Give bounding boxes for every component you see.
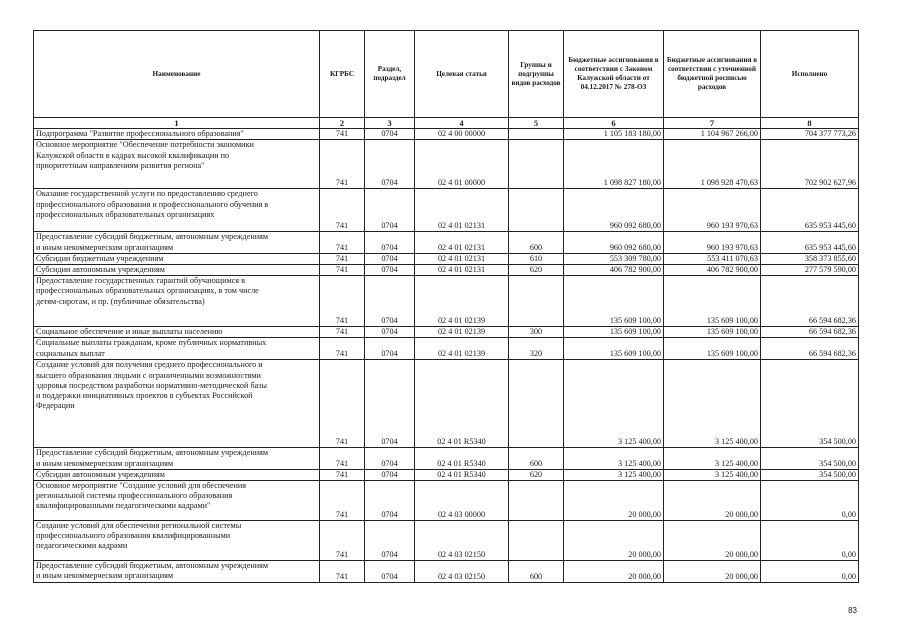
cell-section: 0704 bbox=[365, 232, 415, 253]
cell-kgrbs: 741 bbox=[320, 561, 365, 583]
column-number: 1 bbox=[34, 118, 320, 129]
cell-target: 02 4 01 02139 bbox=[415, 276, 509, 327]
cell-kgrbs: 741 bbox=[320, 140, 365, 189]
cell-executed-amount: 702 902 627,96 bbox=[761, 140, 859, 189]
cell-section: 0704 bbox=[365, 448, 415, 469]
cell-executed-amount: 354 500,00 bbox=[761, 469, 859, 480]
cell-law-amount: 135 609 100,00 bbox=[564, 327, 664, 338]
budget-table bbox=[33, 30, 859, 583]
cell-section: 0704 bbox=[365, 469, 415, 480]
table-row bbox=[34, 360, 859, 448]
column-number: 5 bbox=[509, 118, 564, 129]
cell-kgrbs: 741 bbox=[320, 265, 365, 276]
column-number: 4 bbox=[415, 118, 509, 129]
header-groups: Группы и подгруппы видов расходов bbox=[509, 31, 564, 118]
cell-name: Создание условий для получения среднего профессионального и высшего образования людьми с ограниченными возможностями здоровья посредством разработки нормативно-методической базы и поддержки инициативных проектов в субъектах Российской Федерации bbox=[34, 360, 320, 448]
header-row bbox=[34, 31, 859, 118]
cell-name: Субсидии автономным учреждениям bbox=[34, 469, 320, 480]
column-number: 6 bbox=[564, 118, 664, 129]
cell-law-amount: 3 125 400,00 bbox=[564, 469, 664, 480]
header-target: Целевая статья bbox=[415, 31, 509, 118]
cell-target: 02 4 01 02131 bbox=[415, 232, 509, 253]
cell-law-amount: 1 105 183 180,00 bbox=[564, 129, 664, 140]
table-row bbox=[34, 448, 859, 469]
cell-updated-amount: 553 411 070,63 bbox=[664, 253, 761, 264]
cell-updated-amount: 960 193 970,63 bbox=[664, 232, 761, 253]
cell-executed-amount: 354 500,00 bbox=[761, 360, 859, 448]
table-row bbox=[34, 189, 859, 232]
cell-section: 0704 bbox=[365, 360, 415, 448]
cell-kgrbs: 741 bbox=[320, 189, 365, 232]
header-section: Раздел, подраздел bbox=[365, 31, 415, 118]
cell-target: 02 4 00 00000 bbox=[415, 129, 509, 140]
cell-updated-amount: 3 125 400,00 bbox=[664, 469, 761, 480]
table-row bbox=[34, 338, 859, 360]
cell-law-amount: 20 000,00 bbox=[564, 561, 664, 583]
cell-updated-amount: 1 098 928 470,63 bbox=[664, 140, 761, 189]
cell-name: Подпрограмма "Развитие профессионального образования" bbox=[34, 129, 320, 140]
cell-executed-amount: 358 373 855,60 bbox=[761, 253, 859, 264]
cell-kgrbs: 741 bbox=[320, 129, 365, 140]
cell-updated-amount: 20 000,00 bbox=[664, 561, 761, 583]
cell-target: 02 4 03 02150 bbox=[415, 561, 509, 583]
column-number: 3 bbox=[365, 118, 415, 129]
page-number: 83 bbox=[848, 606, 857, 615]
cell-section: 0704 bbox=[365, 338, 415, 360]
cell-name: Предоставление субсидий бюджетным, автономным учреждениям и иным некоммерческим организациям bbox=[34, 232, 320, 253]
cell-group: 600 bbox=[509, 232, 564, 253]
cell-group: 620 bbox=[509, 469, 564, 480]
cell-kgrbs: 741 bbox=[320, 481, 365, 521]
cell-updated-amount: 20 000,00 bbox=[664, 521, 761, 561]
budget-table-container bbox=[33, 30, 859, 583]
column-number: 2 bbox=[320, 118, 365, 129]
cell-name: Основное мероприятие "Создание условий для обеспечения региональной системы профессионального образования квалифицированными педагогическими кадрами" bbox=[34, 481, 320, 521]
cell-kgrbs: 741 bbox=[320, 232, 365, 253]
table-row bbox=[34, 140, 859, 189]
cell-name: Предоставление государственных гарантий обучающимся в профессиональных образовательных организациях, в том числе детям-сиротам, и пр. (публичные обязательства) bbox=[34, 276, 320, 327]
column-number: 8 bbox=[761, 118, 859, 129]
table-row bbox=[34, 469, 859, 480]
cell-group: 600 bbox=[509, 561, 564, 583]
header-kgrbs: КГРБС bbox=[320, 31, 365, 118]
column-number-row bbox=[34, 118, 859, 129]
cell-group bbox=[509, 140, 564, 189]
cell-executed-amount: 66 594 682,36 bbox=[761, 338, 859, 360]
cell-section: 0704 bbox=[365, 276, 415, 327]
table-row bbox=[34, 276, 859, 327]
cell-group bbox=[509, 276, 564, 327]
cell-group bbox=[509, 481, 564, 521]
cell-updated-amount: 960 193 970,63 bbox=[664, 189, 761, 232]
cell-executed-amount: 635 953 445,60 bbox=[761, 232, 859, 253]
cell-law-amount: 406 782 900,00 bbox=[564, 265, 664, 276]
cell-group: 300 bbox=[509, 327, 564, 338]
cell-target: 02 4 01 02131 bbox=[415, 265, 509, 276]
cell-name: Предоставление субсидий бюджетным, автономным учреждениям и иным некоммерческим организациям bbox=[34, 561, 320, 583]
table-row bbox=[34, 521, 859, 561]
cell-name: Предоставление субсидий бюджетным, автономным учреждениям и иным некоммерческим организациям bbox=[34, 448, 320, 469]
table-body bbox=[34, 129, 859, 583]
cell-section: 0704 bbox=[365, 481, 415, 521]
cell-updated-amount: 3 125 400,00 bbox=[664, 360, 761, 448]
cell-name: Субсидии бюджетным учреждениям bbox=[34, 253, 320, 264]
cell-law-amount: 960 092 680,00 bbox=[564, 232, 664, 253]
cell-section: 0704 bbox=[365, 140, 415, 189]
table-row bbox=[34, 232, 859, 253]
cell-kgrbs: 741 bbox=[320, 276, 365, 327]
cell-executed-amount: 0,00 bbox=[761, 481, 859, 521]
cell-executed-amount: 354 500,00 bbox=[761, 448, 859, 469]
cell-kgrbs: 741 bbox=[320, 360, 365, 448]
cell-kgrbs: 741 bbox=[320, 448, 365, 469]
cell-updated-amount: 20 000,00 bbox=[664, 481, 761, 521]
cell-group bbox=[509, 129, 564, 140]
cell-target: 02 4 01 02139 bbox=[415, 327, 509, 338]
cell-target: 02 4 01 R5340 bbox=[415, 360, 509, 448]
cell-section: 0704 bbox=[365, 129, 415, 140]
cell-kgrbs: 741 bbox=[320, 338, 365, 360]
cell-name: Субсидии автономным учреждениям bbox=[34, 265, 320, 276]
cell-law-amount: 1 098 827 180,00 bbox=[564, 140, 664, 189]
cell-law-amount: 135 609 100,00 bbox=[564, 338, 664, 360]
cell-target: 02 4 03 00000 bbox=[415, 481, 509, 521]
cell-name: Создание условий для обеспечения региональной системы профессионального образования квалифицированными педагогическими кадрами bbox=[34, 521, 320, 561]
cell-executed-amount: 66 594 682,36 bbox=[761, 276, 859, 327]
cell-name: Основное мероприятие "Обеспечение потребности экономики Калужской области в кадрах высокой квалификации по приоритетным направлениям развития региона" bbox=[34, 140, 320, 189]
cell-law-amount: 553 309 780,00 bbox=[564, 253, 664, 264]
cell-law-amount: 20 000,00 bbox=[564, 521, 664, 561]
cell-updated-amount: 406 782 900,00 bbox=[664, 265, 761, 276]
cell-group: 610 bbox=[509, 253, 564, 264]
cell-law-amount: 135 609 100,00 bbox=[564, 276, 664, 327]
cell-name: Оказание государственной услуги по предоставлению среднего профессионального образования и профессионального обучения в профессиональных образовательных организациях bbox=[34, 189, 320, 232]
cell-target: 02 4 01 02139 bbox=[415, 338, 509, 360]
cell-name: Социальные выплаты гражданам, кроме публичных нормативных социальных выплат bbox=[34, 338, 320, 360]
cell-group bbox=[509, 189, 564, 232]
cell-law-amount: 960 092 680,00 bbox=[564, 189, 664, 232]
cell-updated-amount: 135 609 100,00 bbox=[664, 327, 761, 338]
cell-target: 02 4 01 02131 bbox=[415, 189, 509, 232]
header-law: Бюджетные ассигнования в соответствии с Законом Калужской области от 04.12.2017 № 278-ОЗ bbox=[564, 31, 664, 118]
header-name: Наименование bbox=[34, 31, 320, 118]
cell-updated-amount: 3 125 400,00 bbox=[664, 448, 761, 469]
cell-executed-amount: 0,00 bbox=[761, 561, 859, 583]
cell-kgrbs: 741 bbox=[320, 253, 365, 264]
table-row bbox=[34, 129, 859, 140]
header-executed: Исполнено bbox=[761, 31, 859, 118]
cell-group bbox=[509, 360, 564, 448]
cell-target: 02 4 01 R5340 bbox=[415, 448, 509, 469]
cell-executed-amount: 635 953 445,60 bbox=[761, 189, 859, 232]
cell-target: 02 4 01 02131 bbox=[415, 253, 509, 264]
cell-section: 0704 bbox=[365, 521, 415, 561]
cell-executed-amount: 66 594 682,36 bbox=[761, 327, 859, 338]
cell-group: 320 bbox=[509, 338, 564, 360]
cell-law-amount: 3 125 400,00 bbox=[564, 448, 664, 469]
cell-target: 02 4 01 00000 bbox=[415, 140, 509, 189]
cell-target: 02 4 03 02150 bbox=[415, 521, 509, 561]
cell-section: 0704 bbox=[365, 253, 415, 264]
cell-group: 620 bbox=[509, 265, 564, 276]
table-row bbox=[34, 327, 859, 338]
cell-name: Социальное обеспечение и иные выплаты населению bbox=[34, 327, 320, 338]
table-row bbox=[34, 481, 859, 521]
cell-executed-amount: 704 377 773,26 bbox=[761, 129, 859, 140]
cell-section: 0704 bbox=[365, 327, 415, 338]
cell-kgrbs: 741 bbox=[320, 327, 365, 338]
cell-target: 02 4 01 R5340 bbox=[415, 469, 509, 480]
cell-group bbox=[509, 521, 564, 561]
table-row bbox=[34, 561, 859, 583]
cell-executed-amount: 0,00 bbox=[761, 521, 859, 561]
cell-section: 0704 bbox=[365, 265, 415, 276]
cell-law-amount: 3 125 400,00 bbox=[564, 360, 664, 448]
column-number: 7 bbox=[664, 118, 761, 129]
cell-updated-amount: 135 609 100,00 bbox=[664, 338, 761, 360]
table-row bbox=[34, 265, 859, 276]
cell-updated-amount: 135 609 100,00 bbox=[664, 276, 761, 327]
cell-updated-amount: 1 104 967 266,00 bbox=[664, 129, 761, 140]
cell-executed-amount: 277 579 590,00 bbox=[761, 265, 859, 276]
cell-kgrbs: 741 bbox=[320, 469, 365, 480]
cell-kgrbs: 741 bbox=[320, 521, 365, 561]
header-updated: Бюджетные ассигнования в соответствии с уточненной бюджетной росписью расходов bbox=[664, 31, 761, 118]
cell-group: 600 bbox=[509, 448, 564, 469]
table-row bbox=[34, 253, 859, 264]
cell-law-amount: 20 000,00 bbox=[564, 481, 664, 521]
cell-section: 0704 bbox=[365, 189, 415, 232]
cell-section: 0704 bbox=[365, 561, 415, 583]
